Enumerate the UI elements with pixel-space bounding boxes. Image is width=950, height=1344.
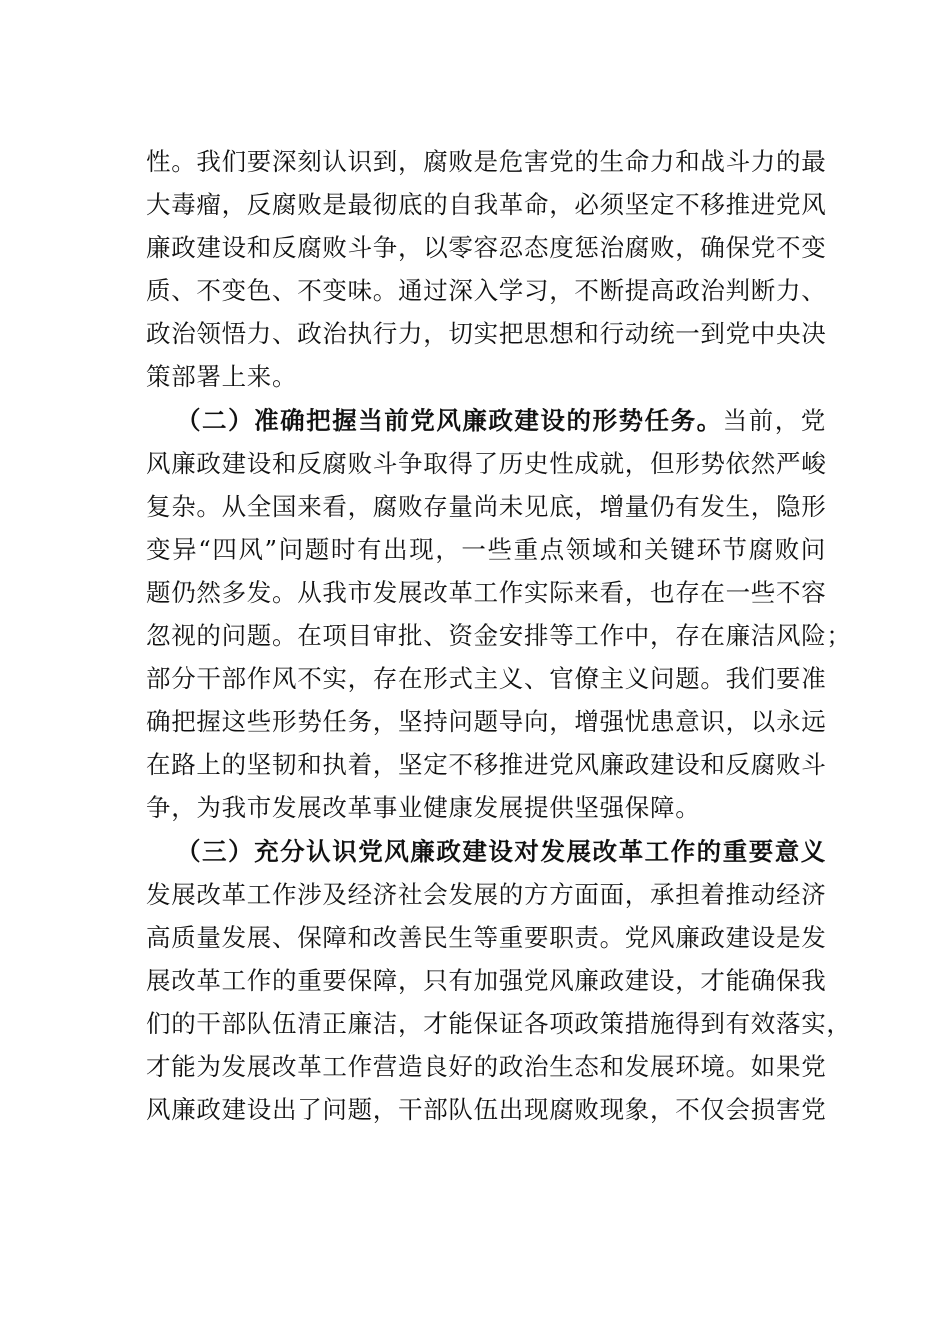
paragraph-3-line: 风廉政建设出了问题，干部队伍出现腐败现象，不仅会损害党: [146, 1095, 827, 1125]
section-heading-2: （二）准确把握当前党风廉政建设的形势任务。: [176, 405, 723, 435]
paragraph-1-line: 大毒瘤，反腐败是最彻底的自我革命，必须坚定不移推进党风: [146, 190, 827, 220]
paragraph-2-line: 变异“四风”问题时有出现，一些重点领域和关键环节腐败问: [146, 534, 826, 564]
section-heading-3: （三）充分认识党风廉政建设对发展改革工作的重要意义: [176, 836, 826, 866]
paragraph-2-line: 确把握这些形势任务，坚持问题导向，增强忧患意识，以永远: [146, 707, 827, 737]
paragraph-3-line: 发展改革工作涉及经济社会发展的方方面面，承担着推动经济: [146, 879, 827, 909]
paragraph-1-line: 政治领悟力、政治执行力，切实把思想和行动统一到党中央决: [146, 319, 827, 349]
paragraph-2-first-line-rest: 当前，党: [722, 405, 826, 435]
paragraph-2-last-line: 争，为我市发展改革事业健康发展提供坚强保障。: [146, 793, 701, 823]
paragraph-2-line: 在路上的坚韧和执着，坚定不移推进党风廉政建设和反腐败斗: [146, 750, 827, 780]
paragraph-3-line: 高质量发展、保障和改善民生等重要职责。党风廉政建设是发: [146, 922, 827, 952]
paragraph-3-line: 展改革工作的重要保障，只有加强党风廉政建设，才能确保我: [146, 965, 827, 995]
paragraph-2-line: 题仍然多发。从我市发展改革工作实际来看，也存在一些不容: [146, 577, 827, 607]
paragraph-2-line: 部分干部作风不实，存在形式主义、官僚主义问题。我们要准: [146, 664, 827, 694]
paragraph-2-first-line: [146, 399, 826, 442]
paragraph-2-line: 风廉政建设和反腐败斗争取得了历史性成就，但形势依然严峻: [146, 448, 827, 478]
paragraph-2-line: 复杂。从全国来看，腐败存量尚未见底，增量仍有发生，隐形: [146, 491, 827, 521]
paragraph-3-line: 才能为发展改革工作营造良好的政治生态和发展环境。如果党: [146, 1051, 827, 1081]
paragraph-1-line: 性。我们要深刻认识到，腐败是危害党的生命力和战斗力的最: [146, 147, 827, 176]
paragraph-1-line: 廉政建设和反腐败斗争，以零容忍态度惩治腐败，确保党不变: [146, 233, 827, 263]
document-body: [146, 140, 852, 1131]
paragraph-1-last-line: 策部署上来。: [146, 362, 298, 392]
paragraph-2-line: 忽视的问题。在项目审批、资金安排等工作中，存在廉洁风险；: [146, 621, 852, 651]
paragraph-3-line: 们的干部队伍清正廉洁，才能保证各项政策措施得到有效落实，: [146, 1008, 852, 1038]
paragraph-1-line: 质、不变色、不变味。通过深入学习，不断提高政治判断力、: [146, 276, 827, 306]
